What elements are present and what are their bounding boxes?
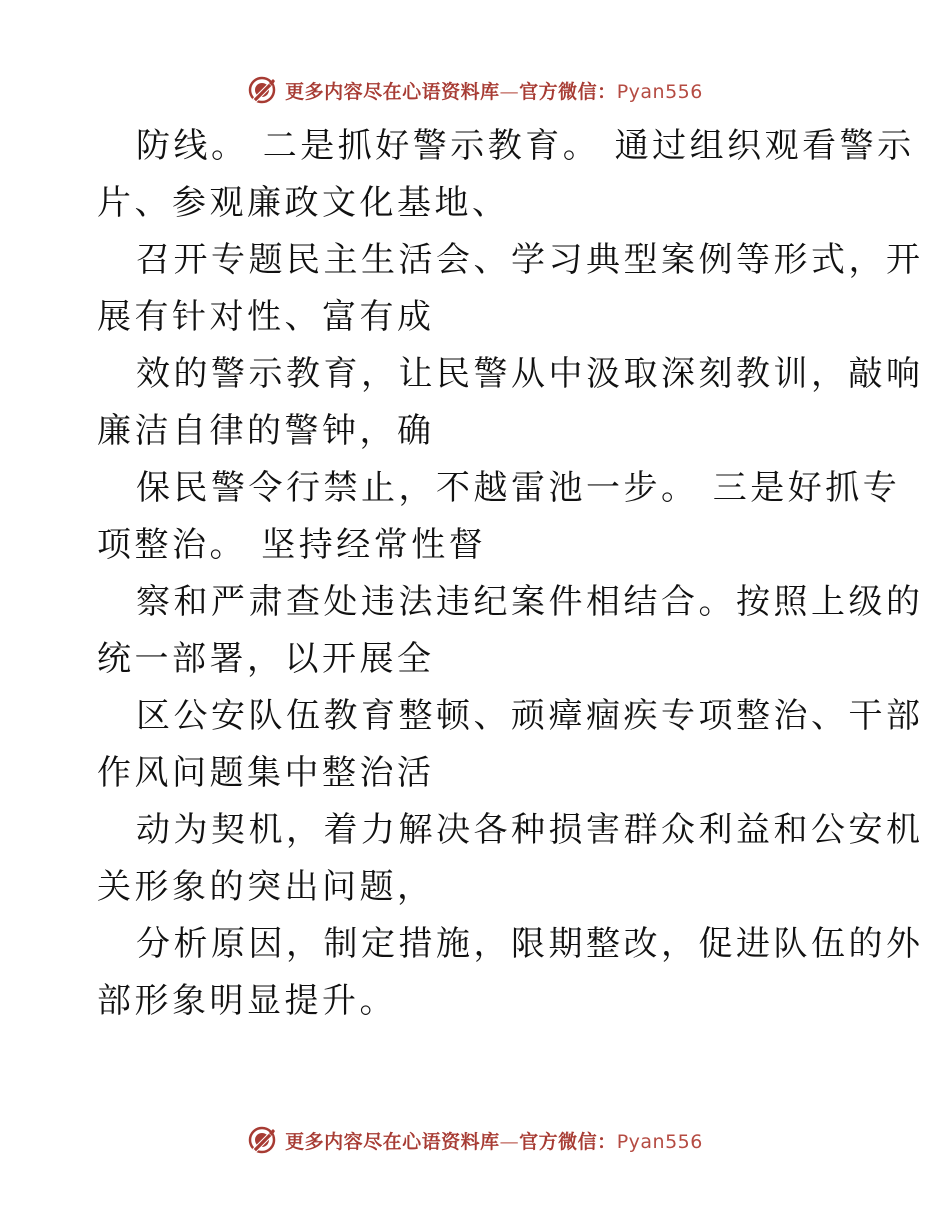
paragraph [0,574,950,688]
paragraph-line: 防线。 二是抓好警示教育。 通过组织观看警示 [136,126,915,166]
header-banner [0,70,950,110]
paragraph [0,916,950,1030]
paragraph-line: 片、参观廉政文化基地、 [97,183,510,223]
paragraph [0,460,950,574]
header-banner-text [285,77,703,104]
header-banner-handle: Pyan556 [616,80,703,103]
paragraph-line: 关形象的突出问题， [97,867,435,907]
paragraph-line: 分析原因，制定措施，限期整改，促进队伍的外 [136,924,924,964]
paragraph [0,118,950,232]
pen-logo-icon [247,75,277,105]
paragraph-line: 项整治。 坚持经常性督 [97,525,487,565]
footer-banner-separator: — [499,1130,520,1153]
header-banner-separator: — [499,80,520,103]
footer-banner [0,1120,950,1160]
paragraph-line: 察和严肃查处违法违纪案件相结合。按照上级的 [136,582,924,622]
paragraph-line: 作风问题集中整治活 [97,753,435,793]
footer-banner-suffix: 官方微信： [519,1130,617,1153]
paragraph-line: 展有针对性、富有成 [97,297,435,337]
footer-banner-text [285,1127,703,1154]
paragraph-line: 部形象明显提升。 [97,981,397,1021]
paragraph [0,232,950,346]
paragraph-line: 召开专题民主生活会、学习典型案例等形式，开 [136,240,924,280]
paragraph-line: 效的警示教育，让民警从中汲取深刻教训，敲响 [136,354,924,394]
paragraph-line: 区公安队伍教育整顿、顽瘴痼疾专项整治、干部 [136,696,924,736]
paragraph-line: 统一部署，以开展全 [97,639,435,679]
header-banner-title: 更多内容尽在心语资料库 [285,80,500,103]
paragraph-line: 廉洁自律的警钟，确 [97,411,435,451]
paragraph-line: 保民警令行禁止，不越雷池一步。 三是好抓专 [136,468,901,508]
footer-banner-title: 更多内容尽在心语资料库 [285,1130,500,1153]
paragraph [0,688,950,802]
pen-logo-icon [247,1125,277,1155]
paragraph [0,802,950,916]
paragraph-line: 动为契机，着力解决各种损害群众利益和公安机 [136,810,924,850]
footer-banner-handle: Pyan556 [616,1130,703,1153]
header-banner-suffix: 官方微信： [519,80,617,103]
document-body [0,118,950,1030]
paragraph [0,346,950,460]
